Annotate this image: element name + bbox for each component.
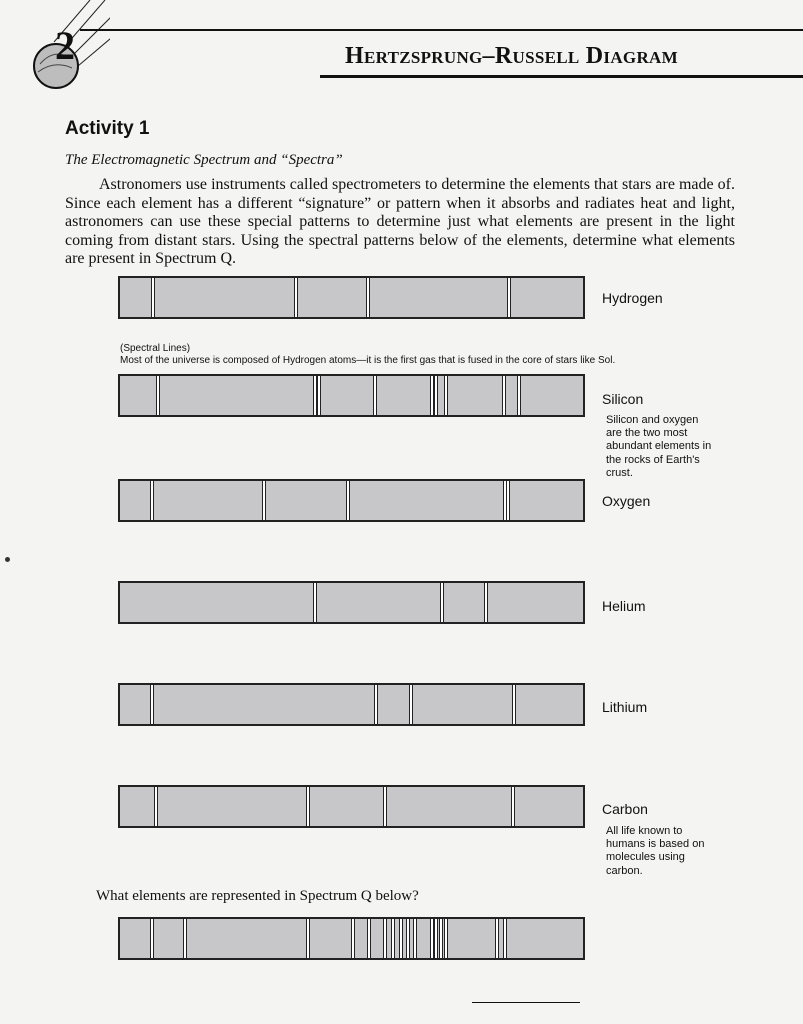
spectral-line bbox=[439, 919, 443, 958]
label-helium: Helium bbox=[602, 598, 646, 614]
spectral-line bbox=[383, 919, 387, 958]
spectral-line bbox=[306, 919, 310, 958]
spectral-line bbox=[444, 376, 448, 415]
spectral-line bbox=[484, 583, 488, 622]
spectral-line bbox=[502, 376, 506, 415]
spectral-line bbox=[409, 685, 413, 724]
spectral-line bbox=[367, 919, 371, 958]
spectrum-lithium bbox=[118, 683, 585, 726]
spectral-line bbox=[495, 919, 499, 958]
spectral-line bbox=[391, 919, 395, 958]
spectral-line bbox=[150, 481, 154, 520]
spectral-line bbox=[373, 376, 377, 415]
label-hydrogen: Hydrogen bbox=[602, 290, 663, 306]
activity-heading: Activity 1 bbox=[65, 118, 150, 139]
spectral-line bbox=[183, 919, 187, 958]
spectral-line bbox=[507, 278, 511, 317]
label-carbon: Carbon bbox=[602, 801, 648, 817]
spectral-line bbox=[434, 919, 438, 958]
question-text: What elements are represented in Spectrum Q below? bbox=[96, 888, 419, 904]
spectral-line bbox=[317, 376, 321, 415]
spectral-line bbox=[346, 481, 350, 520]
spectral-line bbox=[154, 787, 158, 826]
spectral-line bbox=[351, 919, 355, 958]
carbon-note: All life known to humans is based on molecules using carbon. bbox=[606, 825, 705, 877]
spectral-line bbox=[503, 919, 507, 958]
spectrum-q bbox=[118, 917, 585, 960]
spectral-line bbox=[506, 481, 510, 520]
spectral-line bbox=[262, 481, 266, 520]
spectral-line bbox=[374, 685, 378, 724]
spectral-line bbox=[150, 919, 154, 958]
spectral-lines-caption: (Spectral Lines) bbox=[120, 343, 191, 354]
title-underline bbox=[320, 75, 803, 78]
spectral-line bbox=[413, 919, 417, 958]
page-title: Hertzsprung–Russell Diagram bbox=[345, 43, 678, 69]
hydrogen-note: Most of the universe is composed of Hydrogen atoms—it is the first gas that is fused in the core of stars like Sol. bbox=[120, 355, 616, 366]
answer-line bbox=[472, 1002, 580, 1003]
chapter-number: 2 bbox=[55, 23, 75, 68]
spectral-line bbox=[434, 376, 438, 415]
spectrum-silicon bbox=[118, 374, 585, 417]
spectrum-oxygen bbox=[118, 479, 585, 522]
spectral-line bbox=[399, 919, 403, 958]
spectral-line bbox=[294, 278, 298, 317]
spectral-line bbox=[150, 685, 154, 724]
spectrum-helium bbox=[118, 581, 585, 624]
spectral-line bbox=[366, 278, 370, 317]
label-lithium: Lithium bbox=[602, 699, 648, 715]
spectral-line bbox=[156, 376, 160, 415]
spectrum-carbon bbox=[118, 785, 585, 828]
spectral-line bbox=[440, 583, 444, 622]
margin-mark bbox=[5, 557, 10, 562]
spectral-line bbox=[512, 685, 516, 724]
spectral-line bbox=[313, 583, 317, 622]
spectral-line bbox=[517, 376, 521, 415]
spectral-line bbox=[306, 787, 310, 826]
silicon-oxygen-note: Silicon and oxygen are the two most abundant elements in the rocks of Earth's crust. bbox=[606, 414, 712, 479]
spectral-line bbox=[151, 278, 155, 317]
activity-subtitle: The Electromagnetic Spectrum and “Spectra” bbox=[65, 152, 343, 168]
spectral-line bbox=[444, 919, 448, 958]
intro-paragraph: Astronomers use instruments called spectrometers to determine the elements that stars are made of. Since each element has a different “signature” or pattern when it absorbs and radiates heat and light, astronomers can use these special patterns to determine just what elements are present in the light coming from distant stars. Using the spectral patterns below of the elements, determine what elements are present in Spectrum Q. bbox=[65, 176, 735, 268]
spectrum-hydrogen bbox=[118, 276, 585, 319]
label-oxygen: Oxygen bbox=[602, 493, 651, 509]
header-rule bbox=[80, 29, 803, 31]
spectral-line bbox=[511, 787, 515, 826]
spectral-line bbox=[406, 919, 410, 958]
spectral-line bbox=[383, 787, 387, 826]
label-silicon: Silicon bbox=[602, 391, 644, 407]
